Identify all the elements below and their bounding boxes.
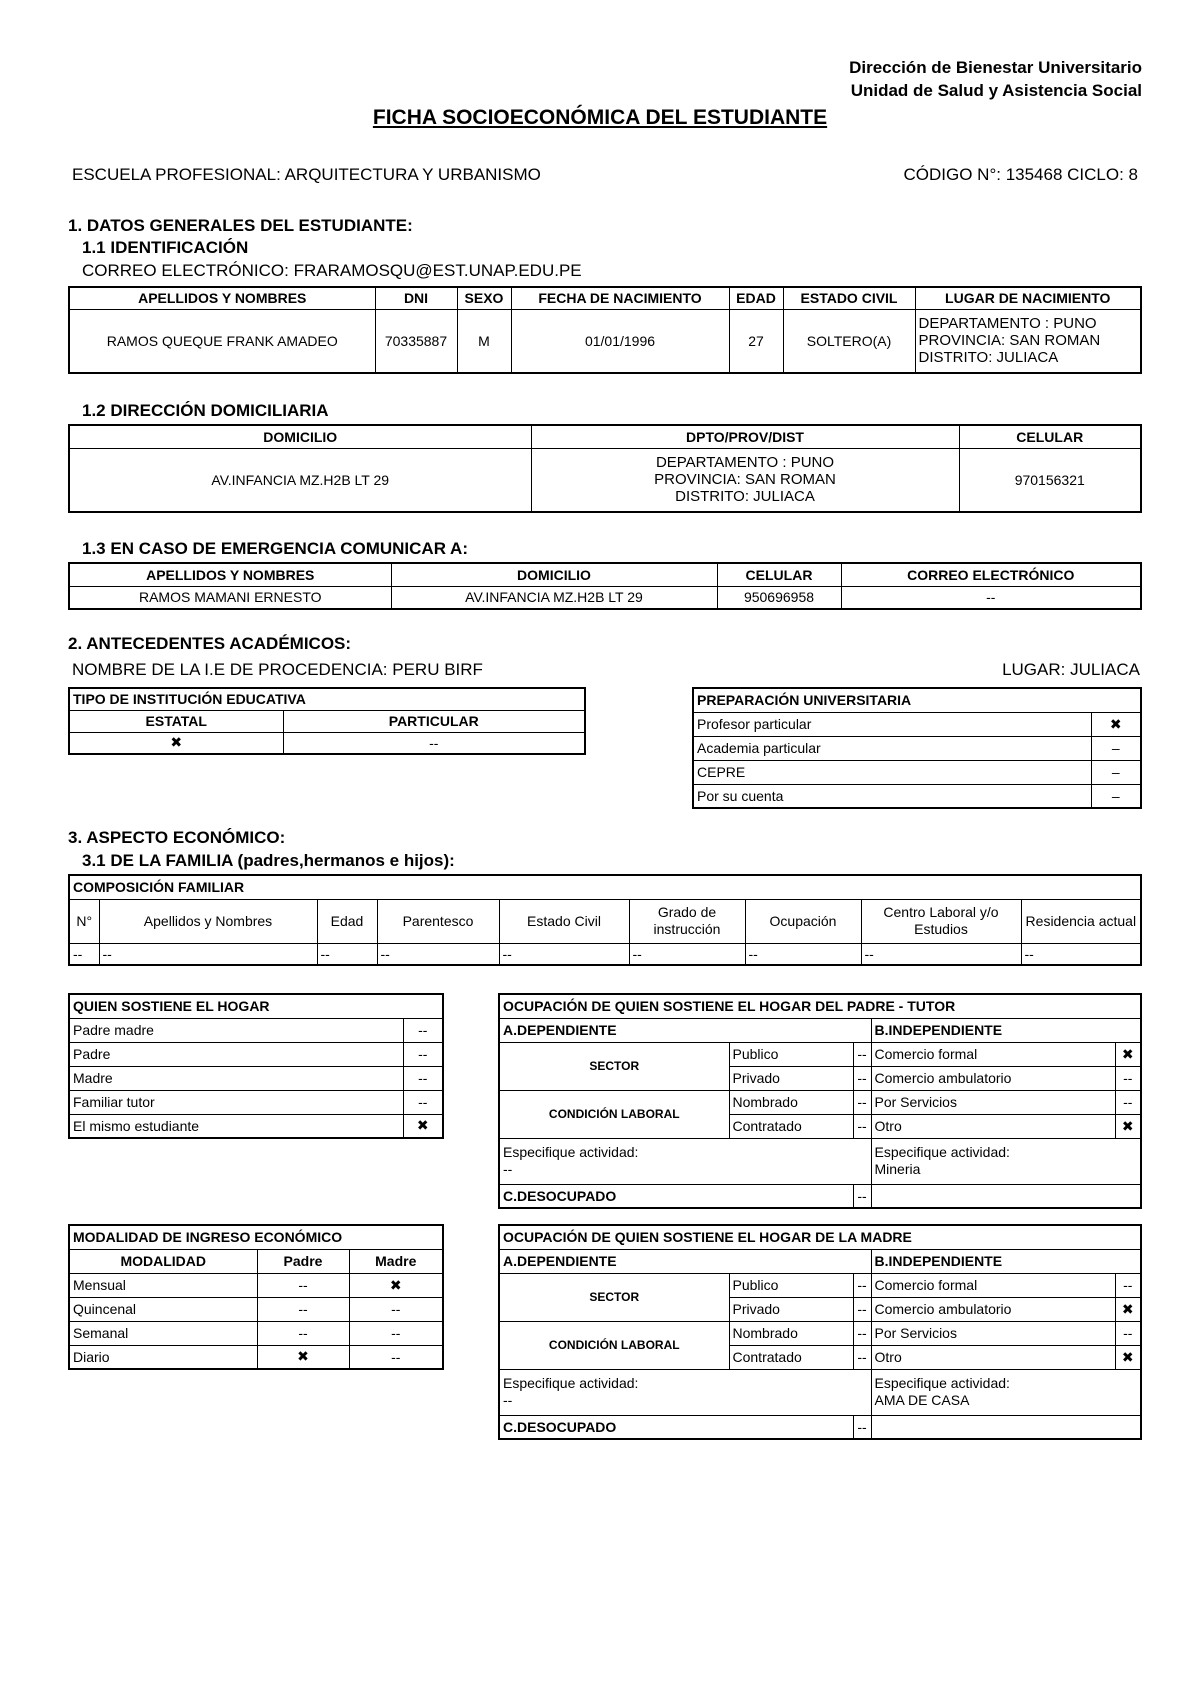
father-otro: Otro	[871, 1114, 1115, 1138]
mother-espec-indep-value: AMA DE CASA	[874, 1392, 970, 1408]
mode-padre: --	[257, 1297, 349, 1321]
emergency-domicilio: AV.INFANCIA MZ.H2B LT 29	[391, 586, 717, 609]
family-table	[68, 874, 1142, 966]
mother-espec-indep	[871, 1369, 1141, 1415]
col-num: N°	[69, 899, 99, 943]
prep-value: ✖	[1091, 712, 1141, 736]
section-1-1-title: 1.1 IDENTIFICACIÓN	[82, 238, 249, 257]
col-lugar: LUGAR DE NACIMIENTO	[915, 287, 1141, 309]
mode-label: Mensual	[69, 1273, 257, 1297]
university-prep-table	[692, 687, 1142, 809]
income-mode-title: MODALIDAD DE INGRESO ECONÓMICO	[69, 1225, 443, 1249]
prep-value: –	[1091, 760, 1141, 784]
household-title: QUIEN SOSTIENE EL HOGAR	[69, 994, 443, 1018]
father-publico: Publico	[729, 1042, 853, 1066]
institution-type-table	[68, 687, 586, 755]
father-contratado-value: --	[853, 1114, 871, 1138]
mother-formal: Comercio formal	[871, 1273, 1115, 1297]
col-family-name: Apellidos y Nombres	[99, 899, 317, 943]
mother-dependiente: A.DEPENDIENTE	[499, 1249, 871, 1273]
prep-value: –	[1091, 736, 1141, 760]
mother-nombrado: Nombrado	[729, 1321, 853, 1345]
mode-madre: --	[349, 1321, 443, 1345]
birthplace-dept: DEPARTAMENTO : PUNO	[918, 315, 1097, 333]
col-estado-civil: ESTADO CIVIL	[783, 287, 915, 309]
mode-madre: ✖	[349, 1273, 443, 1297]
family-cell: --	[69, 943, 99, 965]
direction-name: Dirección de Bienestar Universitario	[849, 58, 1142, 77]
col-dni: DNI	[375, 287, 457, 309]
table-header-row	[69, 899, 1141, 943]
table-row	[69, 586, 1141, 609]
col-emergency-name: APELLIDOS Y NOMBRES	[69, 563, 391, 586]
family-cell: --	[1021, 943, 1141, 965]
household-label: El mismo estudiante	[69, 1114, 403, 1138]
identification-table	[68, 286, 1142, 374]
father-privado: Privado	[729, 1066, 853, 1090]
estatal-mark: ✖	[69, 732, 283, 754]
mother-occupation-title: OCUPACIÓN DE QUIEN SOSTIENE EL HOGAR DE LA MADRE	[499, 1225, 1141, 1249]
household-label: Padre	[69, 1042, 403, 1066]
mother-formal-value: --	[1115, 1273, 1141, 1297]
household-support-table	[68, 993, 444, 1139]
col-family-age: Edad	[317, 899, 377, 943]
emergency-correo: --	[841, 586, 1141, 609]
mother-espec-dep-label: Especifique actividad:	[503, 1375, 639, 1391]
prep-label: Profesor particular	[693, 712, 1091, 736]
address-dpto	[531, 448, 959, 512]
household-value: --	[403, 1042, 443, 1066]
household-label: Familiar tutor	[69, 1090, 403, 1114]
father-contratado: Contratado	[729, 1114, 853, 1138]
mode-label: Semanal	[69, 1321, 257, 1345]
mother-sector: SECTOR	[499, 1273, 729, 1321]
family-cell: --	[99, 943, 317, 965]
father-publico-value: --	[853, 1042, 871, 1066]
family-cell: --	[745, 943, 861, 965]
table-row	[69, 1273, 443, 1297]
table-row	[69, 1018, 443, 1042]
col-edad: EDAD	[729, 287, 783, 309]
address-celular: 970156321	[959, 448, 1141, 512]
household-value: --	[403, 1090, 443, 1114]
father-servicios-value: --	[1115, 1090, 1141, 1114]
prep-label: CEPRE	[693, 760, 1091, 784]
mother-espec-indep-label: Especifique actividad:	[874, 1375, 1010, 1391]
mother-contratado: Contratado	[729, 1345, 853, 1369]
ie-procedencia: NOMBRE DE LA I.E DE PROCEDENCIA: PERU BIRF	[72, 660, 483, 679]
table-row	[693, 712, 1141, 736]
household-label: Madre	[69, 1066, 403, 1090]
father-dependiente: A.DEPENDIENTE	[499, 1018, 871, 1042]
father-servicios: Por Servicios	[871, 1090, 1115, 1114]
mother-ambulatorio: Comercio ambulatorio	[871, 1297, 1115, 1321]
income-mode-table	[68, 1224, 444, 1370]
col-emergency-domicilio: DOMICILIO	[391, 563, 717, 586]
birthplace-dist: DISTRITO: JULIACA	[918, 349, 1059, 367]
student-civil-status: SOLTERO(A)	[783, 309, 915, 373]
mode-label: Diario	[69, 1345, 257, 1369]
col-centro: Centro Laboral y/o Estudios	[861, 899, 1021, 943]
section-1-title: 1. DATOS GENERALES DEL ESTUDIANTE:	[68, 216, 413, 235]
father-formal: Comercio formal	[871, 1042, 1115, 1066]
ie-lugar: LUGAR: JULIACA	[1002, 660, 1140, 679]
col-fecha: FECHA DE NACIMIENTO	[511, 287, 729, 309]
mother-desocupado-value: --	[853, 1415, 871, 1439]
section-1-3-title: 1.3 EN CASO DE EMERGENCIA COMUNICAR A:	[82, 539, 468, 558]
col-emergency-celular: CELULAR	[717, 563, 841, 586]
table-row	[69, 1066, 443, 1090]
institution-type-title: TIPO DE INSTITUCIÓN EDUCATIVA	[69, 688, 585, 710]
col-grado: Grado de instrucción	[629, 899, 745, 943]
father-espec-indep-label: Especifique actividad:	[874, 1144, 1010, 1160]
birthplace-prov: PROVINCIA: SAN ROMAN	[918, 332, 1101, 350]
household-value: ✖	[403, 1114, 443, 1138]
father-otro-value: ✖	[1115, 1114, 1141, 1138]
mother-desocupado: C.DESOCUPADO	[499, 1415, 853, 1439]
codigo-ciclo: CÓDIGO N°: 135468 CICLO: 8	[903, 165, 1138, 184]
section-3-1-title: 3.1 DE LA FAMILIA (padres,hermanos e hijos):	[82, 851, 455, 870]
table-row	[69, 1297, 443, 1321]
particular-mark: --	[283, 732, 585, 754]
student-email: CORREO ELECTRÓNICO: FRARAMOSQU@EST.UNAP.EDU.PE	[82, 261, 582, 280]
address-domicilio: AV.INFANCIA MZ.H2B LT 29	[69, 448, 531, 512]
table-row	[693, 784, 1141, 808]
student-birthdate: 01/01/1996	[511, 309, 729, 373]
mother-servicios: Por Servicios	[871, 1321, 1115, 1345]
father-desocupado-value: --	[853, 1184, 871, 1208]
family-cell: --	[377, 943, 499, 965]
unit-name: Unidad de Salud y Asistencia Social	[850, 81, 1142, 100]
table-row	[69, 1090, 443, 1114]
mother-independiente: B.INDEPENDIENTE	[871, 1249, 1141, 1273]
table-row	[69, 1345, 443, 1369]
mother-espec-dep	[499, 1369, 871, 1415]
father-ambulatorio: Comercio ambulatorio	[871, 1066, 1115, 1090]
section-1-2-title: 1.2 DIRECCIÓN DOMICILIARIA	[82, 401, 329, 420]
mother-otro: Otro	[871, 1345, 1115, 1369]
mother-otro-value: ✖	[1115, 1345, 1141, 1369]
father-condicion: CONDICIÓN LABORAL	[499, 1090, 729, 1138]
table-row	[69, 1042, 443, 1066]
family-cell: --	[861, 943, 1021, 965]
address-dist: DISTRITO: JULIACA	[675, 488, 815, 506]
father-sector: SECTOR	[499, 1042, 729, 1090]
mother-nombrado-value: --	[853, 1321, 871, 1345]
address-dept: DEPARTAMENTO : PUNO	[655, 454, 835, 472]
prep-label: Academia particular	[693, 736, 1091, 760]
household-value: --	[403, 1018, 443, 1042]
father-privado-value: --	[853, 1066, 871, 1090]
family-cell: --	[629, 943, 745, 965]
emergency-name: RAMOS MAMANI ERNESTO	[69, 586, 391, 609]
father-ambulatorio-value: --	[1115, 1066, 1141, 1090]
col-family-civil: Estado Civil	[499, 899, 629, 943]
escuela-profesional: ESCUELA PROFESIONAL: ARQUITECTURA Y URBANISMO	[72, 165, 541, 184]
col-domicilio: DOMICILIO	[69, 425, 531, 448]
blank-cell	[871, 1184, 1141, 1208]
student-dni: 70335887	[375, 309, 457, 373]
father-occupation-table	[498, 993, 1142, 1209]
prep-title: PREPARACIÓN UNIVERSITARIA	[693, 688, 1141, 712]
mode-padre: ✖	[257, 1345, 349, 1369]
mode-label: Quincenal	[69, 1297, 257, 1321]
col-sexo: SEXO	[457, 287, 511, 309]
student-birthplace	[915, 309, 1141, 373]
col-estatal: ESTATAL	[69, 710, 283, 732]
address-prov: PROVINCIA: SAN ROMAN	[654, 471, 836, 489]
blank-cell	[871, 1415, 1141, 1439]
father-nombrado: Nombrado	[729, 1090, 853, 1114]
table-row	[69, 1114, 443, 1138]
student-name: RAMOS QUEQUE FRANK AMADEO	[69, 309, 375, 373]
mother-servicios-value: --	[1115, 1321, 1141, 1345]
mother-publico: Publico	[729, 1273, 853, 1297]
father-espec-indep	[871, 1138, 1141, 1184]
father-espec-dep	[499, 1138, 871, 1184]
section-2-title: 2. ANTECEDENTES ACADÉMICOS:	[68, 634, 352, 653]
col-ocupacion: Ocupación	[745, 899, 861, 943]
mother-ambulatorio-value: ✖	[1115, 1297, 1141, 1321]
table-row	[693, 760, 1141, 784]
table-row	[69, 448, 1141, 512]
col-madre: Madre	[349, 1249, 443, 1273]
student-sexo: M	[457, 309, 511, 373]
col-modalidad: MODALIDAD	[69, 1249, 257, 1273]
father-espec-indep-value: Mineria	[874, 1161, 921, 1177]
col-padre: Padre	[257, 1249, 349, 1273]
col-dpto: DPTO/PROV/DIST	[531, 425, 959, 448]
col-celular: CELULAR	[959, 425, 1141, 448]
father-occupation-title: OCUPACIÓN DE QUIEN SOSTIENE EL HOGAR DEL PADRE - TUTOR	[499, 994, 1141, 1018]
family-title: COMPOSICIÓN FAMILIAR	[69, 875, 1141, 899]
table-row	[69, 943, 1141, 965]
emergency-table	[68, 562, 1142, 610]
prep-value: –	[1091, 784, 1141, 808]
institution-header	[849, 56, 1142, 102]
father-independiente: B.INDEPENDIENTE	[871, 1018, 1141, 1042]
mother-espec-dep-value: --	[503, 1392, 513, 1408]
section-3-title: 3. ASPECTO ECONÓMICO:	[68, 828, 286, 847]
mode-padre: --	[257, 1321, 349, 1345]
household-value: --	[403, 1066, 443, 1090]
col-parentesco: Parentesco	[377, 899, 499, 943]
mother-condicion: CONDICIÓN LABORAL	[499, 1321, 729, 1369]
mother-publico-value: --	[853, 1273, 871, 1297]
table-row	[693, 736, 1141, 760]
table-row	[69, 309, 1141, 373]
father-formal-value: ✖	[1115, 1042, 1141, 1066]
household-label: Padre madre	[69, 1018, 403, 1042]
mode-madre: --	[349, 1345, 443, 1369]
father-espec-dep-value: --	[503, 1161, 513, 1177]
mode-padre: --	[257, 1273, 349, 1297]
col-particular: PARTICULAR	[283, 710, 585, 732]
family-cell: --	[499, 943, 629, 965]
col-emergency-correo: CORREO ELECTRÓNICO	[841, 563, 1141, 586]
father-espec-dep-label: Especifique actividad:	[503, 1144, 639, 1160]
mother-privado: Privado	[729, 1297, 853, 1321]
col-apellidos: APELLIDOS Y NOMBRES	[69, 287, 375, 309]
col-residencia: Residencia actual	[1021, 899, 1141, 943]
mother-contratado-value: --	[853, 1345, 871, 1369]
table-row	[69, 1321, 443, 1345]
student-age: 27	[729, 309, 783, 373]
mother-privado-value: --	[853, 1297, 871, 1321]
father-desocupado: C.DESOCUPADO	[499, 1184, 853, 1208]
emergency-celular: 950696958	[717, 586, 841, 609]
page-title: FICHA SOCIOECONÓMICA DEL ESTUDIANTE	[372, 106, 828, 129]
table-header-row	[69, 287, 1141, 309]
family-cell: --	[317, 943, 377, 965]
mode-madre: --	[349, 1297, 443, 1321]
prep-label: Por su cuenta	[693, 784, 1091, 808]
mother-occupation-table	[498, 1224, 1142, 1440]
address-table	[68, 424, 1142, 513]
father-nombrado-value: --	[853, 1090, 871, 1114]
